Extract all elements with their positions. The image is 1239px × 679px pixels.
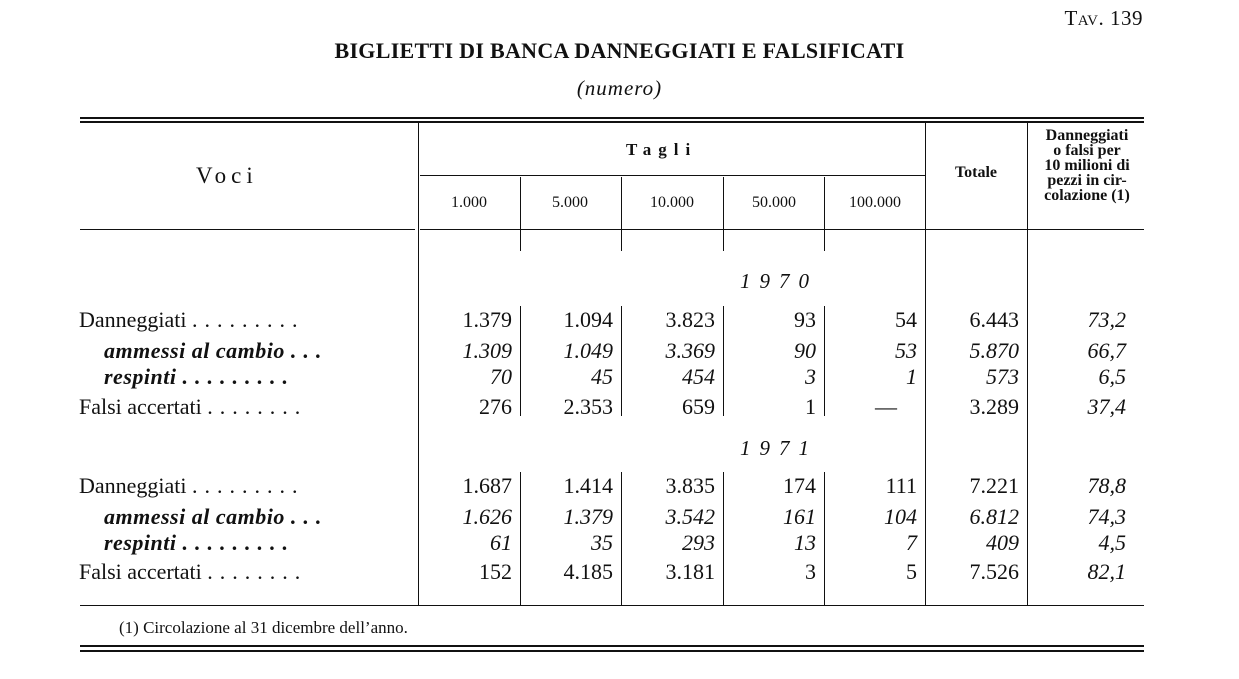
cell-value: 104 (884, 504, 917, 529)
cell-value: 3 (805, 364, 816, 389)
column-header-ratio-line: Danneggiati (1045, 127, 1129, 144)
denomination-header: 50.000 (752, 194, 796, 211)
cell-value: 6.443 (969, 307, 1019, 332)
cell-value: 1.049 (563, 338, 613, 363)
cell-value: 659 (682, 394, 715, 419)
cell-value: — (875, 394, 897, 419)
leader-dots: ........ (207, 559, 308, 584)
column-divider (520, 177, 521, 251)
cell-value: 3.181 (665, 559, 715, 584)
cell-value: 1 (805, 394, 816, 419)
row-label (79, 559, 307, 585)
row-label-text: Danneggiati (79, 473, 187, 498)
cell-value: 409 (986, 530, 1019, 555)
section-year: 1970 (740, 269, 818, 293)
end-rule-2 (80, 650, 1144, 652)
cell-value: 293 (682, 530, 715, 555)
column-header-ratio (1028, 128, 1146, 203)
column-header-voci: Voci (196, 163, 258, 188)
row-label (104, 504, 328, 530)
cell-value: 90 (794, 338, 816, 363)
row-label-text: Danneggiati (79, 307, 187, 332)
leader-dots: ......... (182, 530, 295, 555)
cell-value: 161 (783, 504, 816, 529)
cell-value: 3.823 (665, 307, 715, 332)
leader-dots: ......... (192, 473, 305, 498)
row-label-text: Falsi accertati (79, 394, 202, 419)
leader-dots: ........ (207, 394, 308, 419)
cell-value: 1.094 (563, 307, 613, 332)
column-header-ratio-line: colazione (1) (1044, 187, 1130, 204)
cell-value: 111 (885, 473, 917, 498)
header-bottom-rule (420, 229, 1144, 230)
table-bottom-rule (80, 605, 1144, 606)
cell-value: 1.626 (462, 504, 512, 529)
leader-dots: ......... (182, 364, 295, 389)
row-label-text: Falsi accertati (79, 559, 202, 584)
leader-dots: ... (290, 338, 329, 363)
column-divider (824, 177, 825, 251)
row-label-text: respinti (104, 364, 177, 389)
cell-value: 5.870 (969, 338, 1019, 363)
cell-value: 573 (986, 364, 1019, 389)
cell-value: 1.379 (563, 504, 613, 529)
page-subtitle: (numero) (576, 76, 663, 100)
cell-value: 13 (794, 530, 816, 555)
table-number-value: 139 (1110, 6, 1143, 30)
column-header-ratio-line: pezzi in cir- (1047, 172, 1127, 189)
cell-value: 6.812 (969, 504, 1019, 529)
cell-value: 4.185 (563, 559, 613, 584)
denomination-header: 1.000 (451, 194, 487, 211)
cell-value: 152 (479, 559, 512, 584)
cell-value: 4,5 (1098, 530, 1126, 555)
row-label-text: respinti (104, 530, 177, 555)
cell-value: 3 (805, 559, 816, 584)
cell-value: 3.369 (665, 338, 715, 363)
tagli-rule (420, 175, 925, 176)
denomination-header: 5.000 (552, 194, 588, 211)
cell-value: 1.414 (563, 473, 613, 498)
cell-value: 66,7 (1087, 338, 1126, 363)
cell-value: 2.353 (563, 394, 613, 419)
cell-value: 6,5 (1098, 364, 1126, 389)
cell-value: 276 (479, 394, 512, 419)
table-number-prefix: Tav. (1064, 6, 1105, 30)
cell-value: 1.687 (462, 473, 512, 498)
cell-value: 1.379 (462, 307, 512, 332)
leader-dots: ......... (192, 307, 305, 332)
end-rule-1 (80, 645, 1144, 647)
cell-value: 3.289 (969, 394, 1019, 419)
cell-value: 54 (895, 307, 917, 332)
cell-value: 3.542 (665, 504, 715, 529)
row-label (79, 473, 305, 499)
cell-value: 7.221 (969, 473, 1019, 498)
cell-value: 35 (591, 530, 613, 555)
footnote: (1) Circolazione al 31 dicembre dell’anno. (119, 618, 408, 637)
top-rule-2 (80, 121, 1144, 123)
row-label (79, 394, 307, 420)
cell-value: 3.835 (665, 473, 715, 498)
cell-value: 45 (591, 364, 613, 389)
cell-value: 1.309 (462, 338, 512, 363)
row-label (104, 530, 295, 556)
cell-value: 82,1 (1087, 559, 1126, 584)
top-rule-1 (80, 117, 1144, 119)
row-label-text: ammessi al cambio (104, 338, 285, 363)
cell-value: 7.526 (969, 559, 1019, 584)
cell-value: 93 (794, 307, 816, 332)
page-title: BIGLIETTI DI BANCA DANNEGGIATI E FALSIFICATI (334, 38, 905, 63)
row-label (104, 364, 295, 390)
cell-value: 53 (895, 338, 917, 363)
column-divider (723, 177, 724, 251)
cell-value: 74,3 (1087, 504, 1126, 529)
denomination-header: 10.000 (650, 194, 694, 211)
denomination-header: 100.000 (849, 194, 901, 211)
column-header-totale: Totale (954, 164, 998, 181)
cell-value: 37,4 (1087, 394, 1126, 419)
row-label (79, 307, 305, 333)
column-header-ratio-line: 10 milioni di (1044, 157, 1130, 174)
cell-value: 1 (906, 364, 917, 389)
cell-value: 73,2 (1087, 307, 1126, 332)
row-label (104, 338, 328, 364)
column-header-ratio-line: o falsi per (1053, 142, 1121, 159)
row-label-text: ammessi al cambio (104, 504, 285, 529)
header-bottom-rule (80, 229, 415, 230)
section-year: 1971 (740, 436, 818, 460)
cell-value: 70 (490, 364, 512, 389)
column-divider (621, 177, 622, 251)
cell-value: 454 (682, 364, 715, 389)
cell-value: 174 (783, 473, 816, 498)
cell-value: 7 (906, 530, 917, 555)
cell-value: 61 (490, 530, 512, 555)
table-number (1064, 6, 1143, 31)
leader-dots: ... (290, 504, 329, 529)
cell-value: 78,8 (1087, 473, 1126, 498)
column-header-tagli: Tagli (626, 140, 698, 159)
cell-value: 5 (906, 559, 917, 584)
